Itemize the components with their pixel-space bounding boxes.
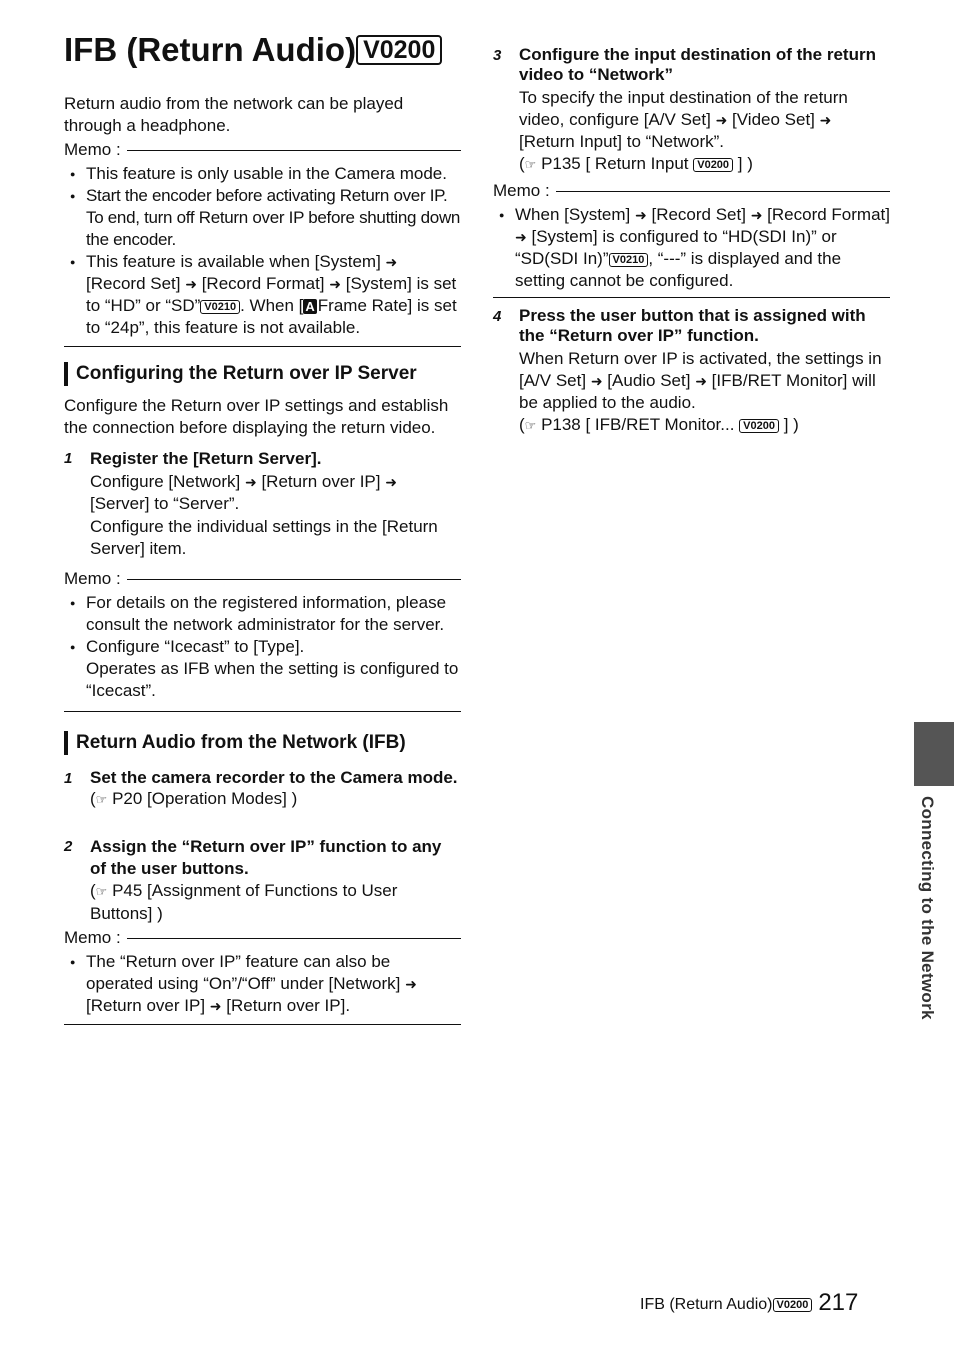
- auto-mode-badge: A: [305, 299, 315, 314]
- right-arrow-icon: ➜: [695, 373, 707, 389]
- step-number: 2: [64, 838, 73, 855]
- page-title-text: IFB (Return Audio): [64, 31, 357, 68]
- memo-header: Memo :: [64, 927, 461, 949]
- step-2: [64, 836, 461, 925]
- right-arrow-icon: ➜: [244, 474, 257, 490]
- section-heading: Configuring the Return over IP Server: [64, 362, 461, 386]
- right-arrow-icon: ➜: [185, 276, 197, 292]
- memo-block-3: [64, 927, 461, 1025]
- right-arrow-icon: ➜: [715, 112, 728, 128]
- memo-block-1: [64, 139, 461, 347]
- step-reference: (☞ P138 [ IFB/RET Monitor... V0200 ] ): [519, 415, 799, 434]
- right-arrow-icon: ➜: [385, 254, 398, 270]
- reference-hand-icon: ☞: [95, 792, 108, 807]
- chapter-tab: [914, 722, 954, 786]
- step-title: Assign the “Return over IP” function to any of the user buttons.: [90, 837, 442, 878]
- right-arrow-icon: ➜: [750, 207, 763, 223]
- step-4: [493, 306, 890, 437]
- step-title: Set the camera recorder to the Camera mode.: [90, 768, 458, 787]
- reference-hand-icon: ☞: [524, 418, 537, 433]
- step-reference: (☞ P20 [Operation Modes] ): [90, 789, 298, 808]
- version-tag: V0210: [200, 300, 240, 314]
- memo-header: Memo :: [64, 568, 461, 590]
- page-title: [64, 30, 442, 70]
- page-number: 217: [818, 1289, 859, 1316]
- memo-bullet: ● This feature is available when [System] ➜ [Record Set] ➜ [Record Format] ➜ [System] is set to “HD” or “SD” V0210 . When [ A Frame Rate] is set to “24p”, this feature is not available.: [64, 251, 461, 339]
- memo-header: Memo :: [493, 180, 890, 202]
- step-title: Register the [Return Server].: [90, 449, 322, 468]
- reference-hand-icon: ☞: [95, 884, 108, 899]
- memo-bullet: ● Configure “Icecast” to [Type]. Operates as IFB when the setting is configured to “Icecast”.: [64, 636, 461, 702]
- step-title: Press the user button that is assigned with the “Return over IP” function.: [519, 306, 866, 345]
- step-number: 1: [64, 770, 73, 787]
- step-1: [64, 448, 461, 560]
- memo-header: Memo :: [64, 139, 461, 161]
- version-tag: V0210: [609, 253, 649, 267]
- intro-paragraph: Return audio from the network can be played through a headphone.: [64, 94, 404, 135]
- version-tag: V0200: [773, 1298, 813, 1312]
- step-title: Configure the input destination of the return video to “Network”: [519, 45, 876, 84]
- step-reference: (☞ P45 [Assignment of Functions to User Buttons] ): [90, 881, 398, 923]
- right-arrow-icon: ➜: [209, 998, 222, 1014]
- memo-bullet: ● Start the encoder before activating Return over IP. To end, turn off Return over IP before shutting down the encoder.: [64, 185, 461, 251]
- memo-block-2: [64, 568, 461, 712]
- page-footer: [640, 1289, 859, 1316]
- memo-block-4: [493, 180, 890, 298]
- section-heading: Return Audio from the Network (IFB): [64, 731, 461, 755]
- right-arrow-icon: ➜: [329, 276, 341, 292]
- right-arrow-icon: ➜: [590, 373, 603, 389]
- step-number: 4: [493, 308, 502, 325]
- divider: [64, 346, 461, 347]
- step-text: To specify the input destination of the return video, configure [A/V Set] ➜ [Video Set] ➜ [Return Input] to “Network”.: [519, 88, 848, 151]
- step-text: When Return over IP is activated, the settings in [A/V Set] ➜ [Audio Set] ➜ [IFB/RET Monitor] will be applied to the audio.: [519, 349, 882, 412]
- version-tag: V0200: [739, 419, 779, 433]
- right-arrow-icon: ➜: [635, 207, 647, 223]
- chapter-tab-label: Connecting to the Network: [918, 796, 937, 1020]
- right-arrow-icon: ➜: [515, 229, 527, 245]
- step-number: 3: [493, 47, 502, 64]
- step-1: [64, 768, 461, 811]
- step-reference: (☞ P135 [ Return Input V0200 ] ): [519, 154, 753, 173]
- step-number: 1: [64, 450, 73, 467]
- step-3: [493, 45, 890, 176]
- reference-hand-icon: ☞: [524, 157, 537, 172]
- right-arrow-icon: ➜: [819, 112, 832, 128]
- right-arrow-icon: ➜: [385, 474, 397, 490]
- section-intro: Configure the Return over IP settings and establish the connection before displaying the return video.: [64, 396, 449, 437]
- version-tag: V0200: [693, 158, 733, 172]
- step-text: Configure the individual settings in the [Return Server] item.: [90, 517, 438, 558]
- version-tag: V0200: [356, 35, 442, 65]
- divider: [493, 297, 890, 298]
- right-arrow-icon: ➜: [405, 976, 417, 992]
- memo-bullet: ● The “Return over IP” feature can also be operated using “On”/“Off” under [Network] ➜ [Return over IP] ➜ [Return over IP].: [64, 951, 461, 1017]
- memo-bullet: ● This feature is only usable in the Camera mode.: [64, 163, 461, 185]
- divider: [64, 1024, 461, 1025]
- memo-bullet: ● When [System] ➜ [Record Set] ➜ [Record Format] ➜ [System] is configured to “HD(SDI In)” or “SD(SDI In)” V0210 , “---” is displayed and the setting cannot be configured.: [493, 204, 890, 292]
- divider: [64, 711, 461, 712]
- memo-bullet: ● For details on the registered information, please consult the network administrator for the server.: [64, 592, 461, 636]
- footer-title: IFB (Return Audio): [640, 1296, 773, 1313]
- step-text: Configure [Network] ➜ [Return over IP] ➜ [Server] to “Server”.: [90, 472, 397, 513]
